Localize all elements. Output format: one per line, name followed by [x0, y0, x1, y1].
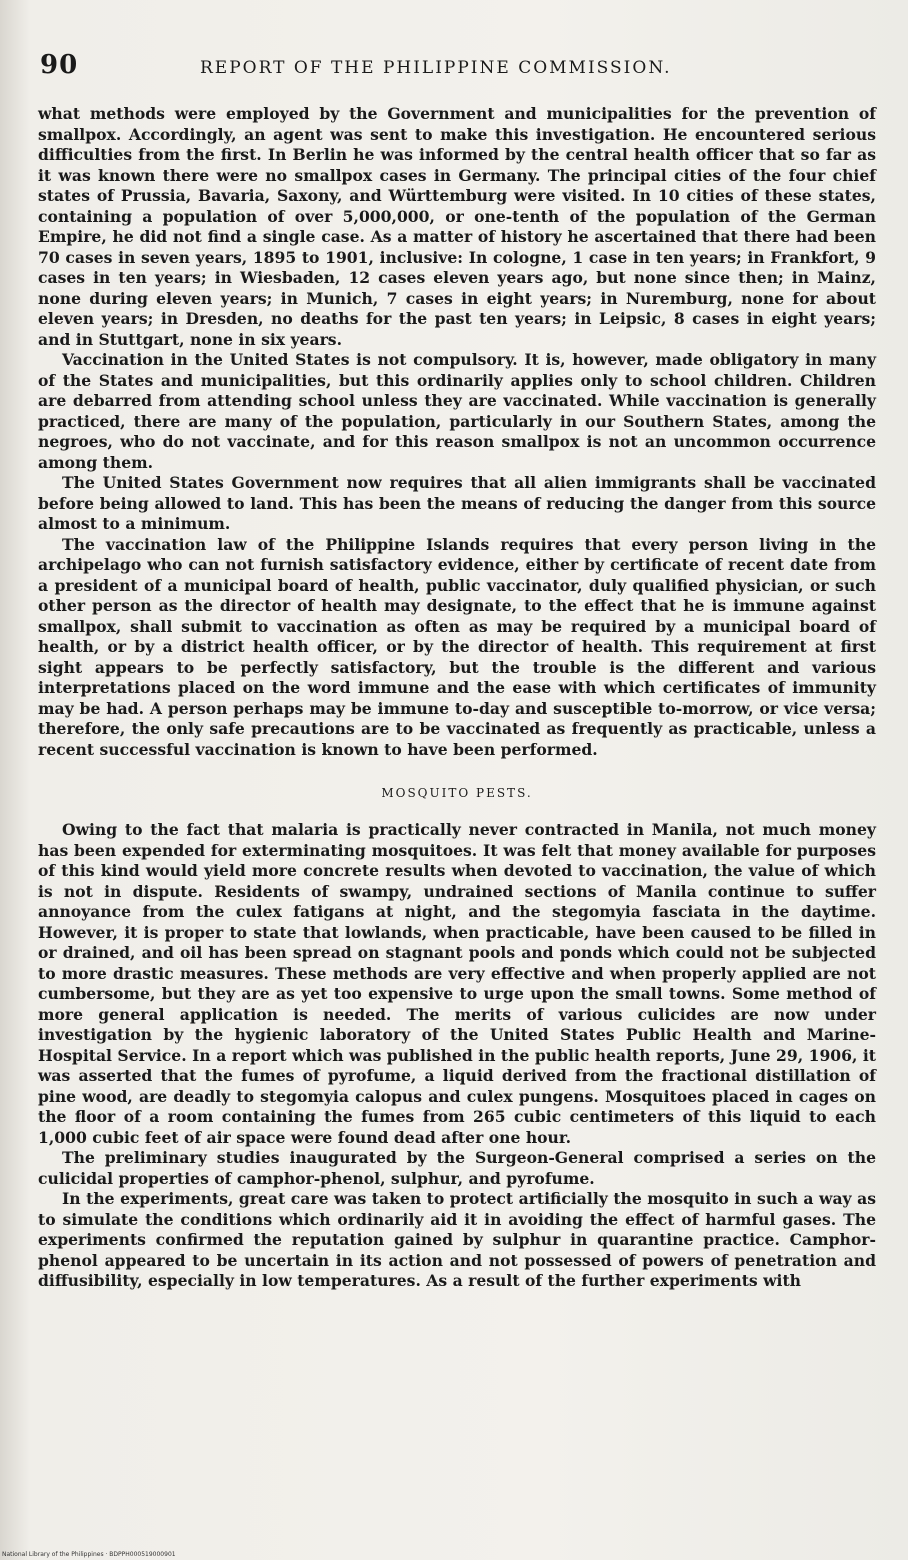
running-title: REPORT OF THE PHILIPPINE COMMISSION.	[200, 58, 672, 78]
paragraph-smallpox-germany: what methods were employed by the Government and municipalities for the prevention of smallpox. Accordingly, an agent was sent to make this investigation. He encountered serious difficulties from the first. In Berlin he was informed by the central health officer that so far as it was known there were no smallpox cases in Germany. The principal cities of the four chief states of Prussia, Bavaria, Saxony, and Württemburg were visited. In 10 cities of these states, containing a population of over 5,000,000, or one-tenth of the population of the German Empire, he did not find a single case. As a matter of history he ascertained that there had been 70 cases in seven years, 1895 to 1901, inclusive: In cologne, 1 case in ten years; in Frankfort, 9 cases in ten years; in Wiesbaden, 12 cases eleven years ago, but none since then; in Mainz, none during eleven years; in Munich, 7 cases in eight years; in Nuremburg, none for about eleven years; in Dresden, no deaths for the past ten years; in Leipsic, 8 cases in eight years; and in Stuttgart, none in six years.	[38, 104, 876, 349]
section-heading: MOSQUITO PESTS.	[381, 786, 533, 800]
paragraph-experiments: In the experiments, great care was taken to protect artificially the mosquito in such a way as to simulate the conditions which ordinarily aid it in avoiding the effect of harmful gases. The experiments confirmed the reputation gained by sulphur in quarantine practice. Camphor-phenol appeared to be uncertain in its action and not possessed of powers of penetration and diffusibility, especially in low temperatures. As a result of the further experiments with	[38, 1189, 876, 1290]
page-number: 90	[40, 50, 79, 80]
page-body	[38, 104, 876, 1292]
scan-credit: National Library of the Philippines · BDPPH000519000901	[2, 1551, 176, 1558]
page-header	[40, 50, 868, 90]
paragraph-alien-immigrants: The United States Government now requires that all alien immigrants shall be vaccinated before being allowed to land. This has been the means of reducing the danger from this source almost to a minimum.	[38, 473, 876, 533]
paragraph-us-vaccination: Vaccination in the United States is not compulsory. It is, however, made obligatory in many of the States and municipalities, but this ordinarily applies only to school children. Children are debarred from attending school unless they are vaccinated. While vaccination is generally practiced, there are many of the population, particularly in our Southern States, among the negroes, who do not vaccinate, and for this reason smallpox is not an uncommon occurrence among them.	[38, 350, 876, 472]
paragraph-philippine-law: The vaccination law of the Philippine Islands requires that every person living in the archipelago who can not furnish satisfactory evidence, either by certificate of recent date from a president of a municipal board of health, public vaccinator, duly qualified physician, or such other person as the director of health may designate, to the effect that he is immune against smallpox, shall submit to vaccination as often as may be required by a municipal board of health, or by a district health officer, or by the director of health. This requirement at first sight appears to be perfectly satisfactory, but the trouble is the different and various interpretations placed on the word immune and the ease with which certificates of immunity may be had. A person perhaps may be immune to-day and susceptible to-morrow, or vice versa; therefore, the only safe precautions are to be vaccinated as frequently as practicable, unless a recent successful vaccination is known to have been performed.	[38, 534, 876, 759]
paragraph-preliminary-studies: The preliminary studies inaugurated by the Surgeon-General comprised a series on the culicidal properties of camphor-phenol, sulphur, and pyrofume.	[38, 1148, 876, 1188]
paragraph-mosquito-manila: Owing to the fact that malaria is practically never contracted in Manila, not much money has been expended for exterminating mosquitoes. It was felt that money available for purposes of this kind would yield more concrete results when devoted to vaccination, the value of which is not in dispute. Residents of swampy, undrained sections of Manila continue to suffer annoyance from the culex fatigans at night, and the stegomyia fasciata in the daytime. However, it is proper to state that lowlands, when practicable, have been caused to be filled in or drained, and oil has been spread on stagnant pools and ponds which could not be subjected to more drastic measures. These methods are very effective and when properly applied are not cumbersome, but they are as yet too expensive to urge upon the small towns. Some method of more general application is needed. The merits of various culicides are now under investigation by the hygienic laboratory of the United States Public Health and Marine-Hospital Service. In a report which was published in the public health reports, June 29, 1906, it was asserted that the fumes of pyrofume, a liquid derived from the fractional distillation of pine wood, are deadly to stegomyia calopus and culex pungens. Mosquitoes placed in cages on the floor of a room containing the fumes from 265 cubic centimeters of this liquid to each 1,000 cubic feet of air space were found dead after one hour.	[38, 820, 876, 1147]
